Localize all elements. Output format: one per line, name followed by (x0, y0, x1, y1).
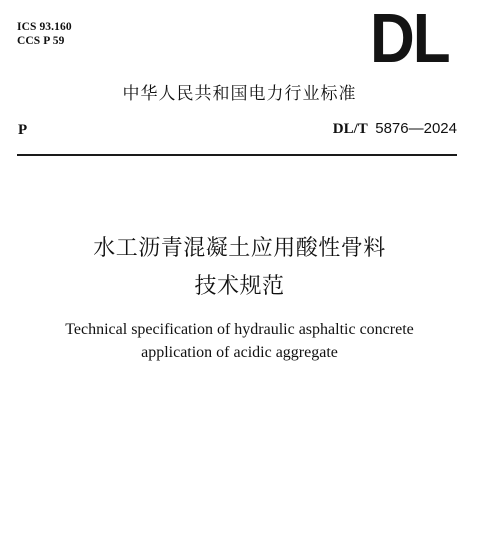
ccs-code: CCS P 59 (17, 35, 65, 47)
header-divider (17, 154, 457, 156)
title-en-line1: Technical specification of hydraulic asphaltic concrete (65, 321, 414, 338)
industry-standard-title: 中华人民共和国电力行业标准 (122, 84, 357, 104)
title-cn-line1: 水工沥青混凝土应用酸性骨料 (93, 236, 386, 261)
ics-ccs-codes (17, 20, 72, 48)
classification-code: P (18, 122, 28, 138)
dl-logo: DL (370, 0, 449, 78)
title-en-line2: application of acidic aggregate (141, 344, 338, 361)
standard-prefix: DL/T (332, 121, 368, 137)
standard-number-value: 5876—2024 (375, 120, 457, 137)
ics-code: ICS 93.160 (17, 21, 72, 33)
title-cn-line2: 技术规范 (194, 274, 285, 299)
standard-number (333, 120, 457, 138)
